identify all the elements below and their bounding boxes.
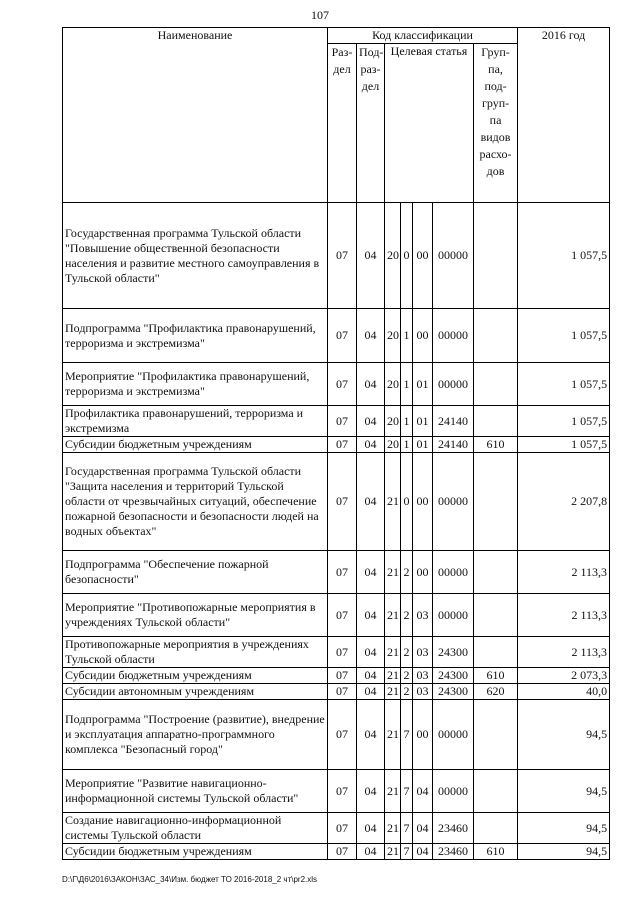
row-measure: 03: [413, 594, 433, 637]
row-amount: 1 057,5: [518, 363, 610, 406]
row-measure: 01: [413, 437, 433, 453]
row-name: Противопожарные мероприятия в учреждениях Тульской области: [63, 637, 328, 668]
row-amount: 94,5: [518, 700, 610, 770]
row-measure: 00: [413, 453, 433, 551]
row-program: 21: [385, 453, 401, 551]
row-expense-group: [474, 309, 518, 363]
row-subsection: 04: [357, 309, 385, 363]
row-subsection: 04: [357, 700, 385, 770]
row-subsection: 04: [357, 453, 385, 551]
row-direction: 23460: [433, 813, 474, 844]
row-program: 20: [385, 406, 401, 437]
row-section: 07: [328, 309, 357, 363]
row-direction: 24140: [433, 406, 474, 437]
row-section: 07: [328, 203, 357, 309]
row-measure: 01: [413, 406, 433, 437]
row-section: 07: [328, 594, 357, 637]
row-name: Мероприятие "Противопожарные мероприятия в учреждениях Тульской области": [63, 594, 328, 637]
row-subprogram: 7: [401, 700, 413, 770]
row-expense-group: [474, 594, 518, 637]
row-measure: 00: [413, 309, 433, 363]
row-direction: 00000: [433, 309, 474, 363]
row-section: 07: [328, 437, 357, 453]
header-target-article: Целевая статья: [385, 44, 474, 203]
header-expense-group-text: Груп- па, под- груп- па видов расхо- дов: [479, 45, 512, 178]
row-program: 20: [385, 437, 401, 453]
row-expense-group: [474, 203, 518, 309]
row-section: 07: [328, 770, 357, 813]
row-subprogram: 0: [401, 203, 413, 309]
row-section: 07: [328, 406, 357, 437]
row-program: 21: [385, 637, 401, 668]
row-measure: 04: [413, 813, 433, 844]
row-amount: 40,0: [518, 684, 610, 700]
row-amount: 2 073,3: [518, 668, 610, 684]
row-expense-group: [474, 700, 518, 770]
row-expense-group: [474, 637, 518, 668]
row-measure: 00: [413, 551, 433, 594]
row-name: Субсидии бюджетным учреждениям: [63, 668, 328, 684]
row-program: 21: [385, 813, 401, 844]
row-section: 07: [328, 637, 357, 668]
header-code-group: Код классификации: [328, 28, 518, 44]
row-expense-group: [474, 363, 518, 406]
row-expense-group: [474, 813, 518, 844]
row-direction: 23460: [433, 844, 474, 860]
row-name: Подпрограмма "Профилактика правонарушений, терроризма и экстремизма": [63, 309, 328, 363]
row-name: Профилактика правонарушений, терроризма и экстремизма: [63, 406, 328, 437]
row-subsection: 04: [357, 551, 385, 594]
row-measure: 00: [413, 203, 433, 309]
row-subsection: 04: [357, 684, 385, 700]
row-subprogram: 7: [401, 844, 413, 860]
row-direction: 24300: [433, 637, 474, 668]
header-section: [328, 44, 357, 203]
row-subprogram: 2: [401, 668, 413, 684]
row-direction: 24140: [433, 437, 474, 453]
row-name: Подпрограмма "Обеспечение пожарной безопасности": [63, 551, 328, 594]
row-name: Создание навигационно-информационной системы Тульской области: [63, 813, 328, 844]
row-direction: 24300: [433, 684, 474, 700]
row-expense-group: 620: [474, 684, 518, 700]
row-expense-group: [474, 453, 518, 551]
row-section: 07: [328, 844, 357, 860]
row-section: 07: [328, 668, 357, 684]
row-subprogram: 7: [401, 770, 413, 813]
row-name: Государственная программа Тульской области "Защита населения и территорий Тульской области от чрезвычайных ситуаций, обеспечение пожарной безопасности и безопасности людей на водных объектах": [63, 453, 328, 551]
row-section: 07: [328, 684, 357, 700]
row-subsection: 04: [357, 813, 385, 844]
row-measure: 03: [413, 668, 433, 684]
row-amount: 94,5: [518, 844, 610, 860]
row-measure: 04: [413, 770, 433, 813]
budget-table: [62, 27, 610, 860]
row-expense-group: [474, 770, 518, 813]
row-subprogram: 2: [401, 684, 413, 700]
row-subprogram: 7: [401, 813, 413, 844]
row-name: Подпрограмма "Построение (развитие), внедрение и эксплуатация аппаратно-программного комплекса "Безопасный город": [63, 700, 328, 770]
row-name: Мероприятие "Профилактика правонарушений, терроризма и экстремизма": [63, 363, 328, 406]
row-amount: 94,5: [518, 770, 610, 813]
row-section: 07: [328, 453, 357, 551]
row-expense-group: 610: [474, 844, 518, 860]
header-year: 2016 год: [518, 28, 610, 203]
row-direction: 00000: [433, 700, 474, 770]
row-expense-group: [474, 551, 518, 594]
row-amount: 2 113,3: [518, 594, 610, 637]
page-number: 107: [311, 8, 329, 22]
header-expense-group: [474, 44, 518, 203]
row-direction: 00000: [433, 551, 474, 594]
row-subprogram: 1: [401, 437, 413, 453]
row-expense-group: [474, 406, 518, 437]
row-subsection: 04: [357, 770, 385, 813]
row-section: 07: [328, 363, 357, 406]
row-section: 07: [328, 551, 357, 594]
row-amount: 2 207,8: [518, 453, 610, 551]
row-amount: 1 057,5: [518, 406, 610, 437]
row-program: 21: [385, 684, 401, 700]
row-direction: 00000: [433, 453, 474, 551]
table-body: [63, 203, 610, 860]
row-direction: 00000: [433, 770, 474, 813]
row-name: Субсидии автономным учреждениям: [63, 684, 328, 700]
row-program: 20: [385, 203, 401, 309]
row-name: Государственная программа Тульской области "Повышение общественной безопасности населения и развитие местного самоуправления в Тульской области": [63, 203, 328, 309]
row-name: Мероприятие "Развитие навигационно-информационной системы Тульской области": [63, 770, 328, 813]
header-subsection: [357, 44, 385, 203]
row-measure: 00: [413, 700, 433, 770]
row-direction: 24300: [433, 668, 474, 684]
row-subsection: 04: [357, 203, 385, 309]
row-subprogram: 0: [401, 453, 413, 551]
row-program: 20: [385, 309, 401, 363]
row-subsection: 04: [357, 594, 385, 637]
row-section: 07: [328, 700, 357, 770]
row-measure: 04: [413, 844, 433, 860]
row-program: 21: [385, 668, 401, 684]
row-subprogram: 1: [401, 406, 413, 437]
row-expense-group: 610: [474, 668, 518, 684]
row-program: 21: [385, 700, 401, 770]
header-section-text: Раз- дел: [331, 45, 353, 76]
row-subsection: 04: [357, 363, 385, 406]
row-amount: 1 057,5: [518, 309, 610, 363]
row-program: 21: [385, 770, 401, 813]
row-program: 20: [385, 363, 401, 406]
row-direction: 00000: [433, 363, 474, 406]
row-program: 21: [385, 551, 401, 594]
row-direction: 00000: [433, 203, 474, 309]
row-amount: 1 057,5: [518, 203, 610, 309]
row-subprogram: 1: [401, 309, 413, 363]
row-subsection: 04: [357, 668, 385, 684]
row-section: 07: [328, 813, 357, 844]
row-measure: 03: [413, 684, 433, 700]
row-program: 21: [385, 594, 401, 637]
row-subsection: 04: [357, 844, 385, 860]
row-expense-group: 610: [474, 437, 518, 453]
row-subprogram: 2: [401, 594, 413, 637]
row-direction: 00000: [433, 594, 474, 637]
row-measure: 01: [413, 363, 433, 406]
header-name: Наименование: [63, 28, 328, 203]
row-name: Субсидии бюджетным учреждениям: [63, 844, 328, 860]
row-subprogram: 2: [401, 637, 413, 668]
row-name: Субсидии бюджетным учреждениям: [63, 437, 328, 453]
header-subsection-text: Под- раз- дел: [359, 45, 384, 93]
row-subprogram: 1: [401, 363, 413, 406]
file-path-footer: D:\Г\Д6\2016\ЗАКОН\ЗАС_34\Изм. бюджет ТО 2016-2018_2 чт\pr2.xls: [62, 875, 318, 884]
row-program: 21: [385, 844, 401, 860]
row-subprogram: 2: [401, 551, 413, 594]
row-subsection: 04: [357, 637, 385, 668]
row-amount: 94,5: [518, 813, 610, 844]
row-subsection: 04: [357, 406, 385, 437]
row-amount: 2 113,3: [518, 637, 610, 668]
row-amount: 1 057,5: [518, 437, 610, 453]
row-measure: 03: [413, 637, 433, 668]
row-amount: 2 113,3: [518, 551, 610, 594]
row-subsection: 04: [357, 437, 385, 453]
